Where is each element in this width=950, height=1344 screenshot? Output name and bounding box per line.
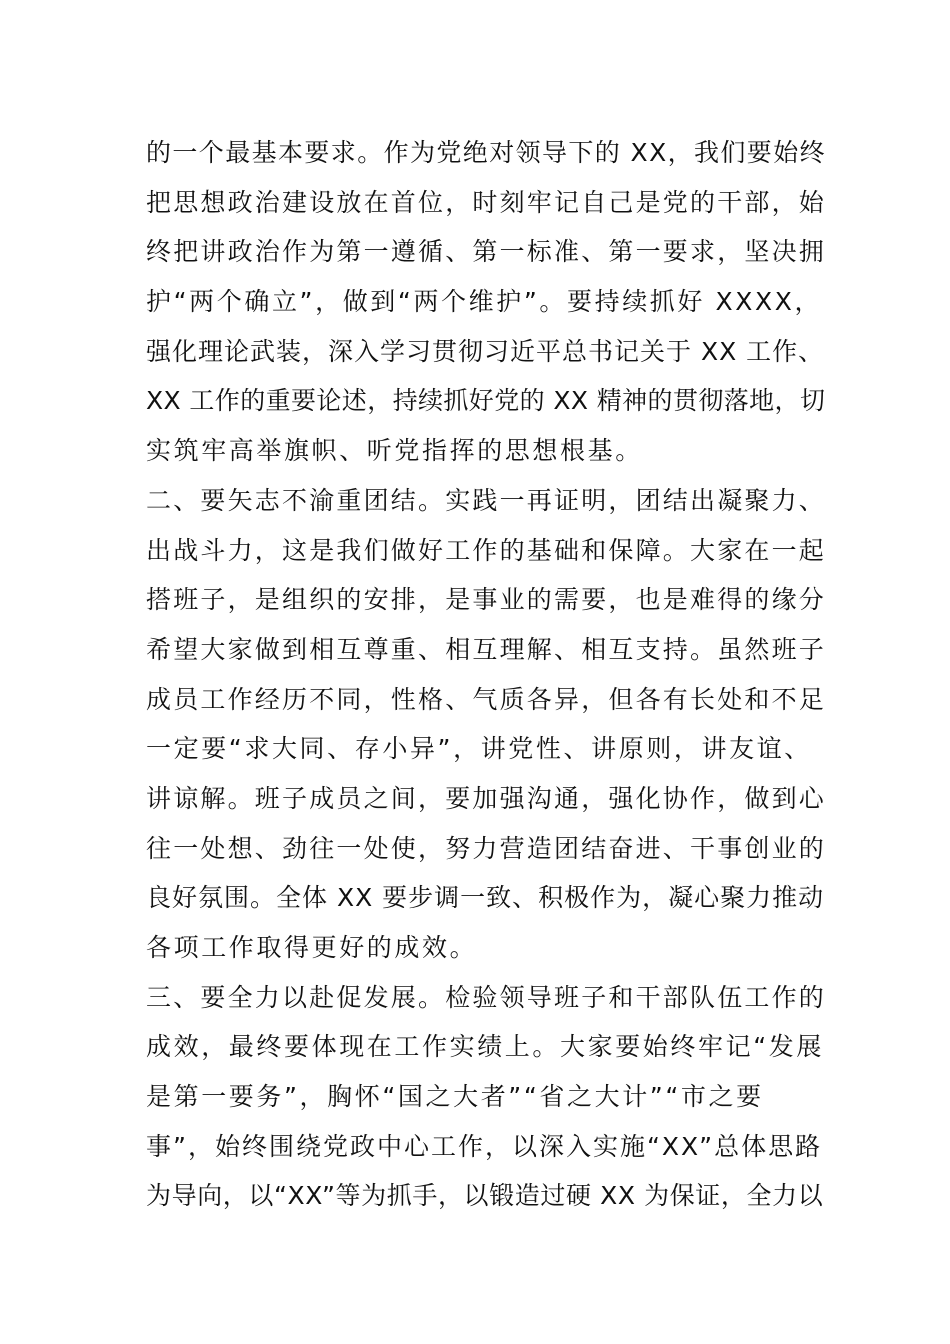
text-line: 希望大家做到相互尊重、相互理解、相互支持。虽然班子	[146, 634, 827, 664]
text-line: 各项工作取得更好的成效。	[146, 933, 478, 962]
text-line: 的一个最基本要求。作为党绝对领导下的 XX，我们要始终	[146, 138, 827, 167]
text-line: 一定要“求大同、存小异”，讲党性、讲原则，讲友谊、	[146, 734, 812, 764]
text-line: 护“两个确立”，做到“两个维护”。要持续抓好 XXXX，	[146, 287, 823, 317]
text-line: 良好氛围。全体 XX 要步调一致、积极作为，凝心聚力推动	[146, 883, 825, 913]
text-line: 终把讲政治作为第一遵循、第一标准、第一要求，坚决拥	[146, 237, 827, 267]
text-line: 为导向，以“XX”等为抓手，以锻造过硬 XX 为保证，全力以	[146, 1181, 824, 1211]
text-line: 出战斗力，这是我们做好工作的基础和保障。大家在一起	[146, 535, 827, 565]
text-line: XX 工作的重要论述，持续抓好党的 XX 精神的贯彻落地，切	[146, 386, 826, 416]
text-line: 讲谅解。班子成员之间，要加强沟通，强化协作，做到心	[146, 783, 827, 813]
document-body	[146, 128, 826, 1221]
text-line: 强化理论武装，深入学习贯彻习近平总书记关于 XX 工作、	[146, 336, 825, 366]
text-line: 是第一要务”，胸怀“国之大者”“省之大计”“市之要	[146, 1082, 764, 1112]
text-line: 成效，最终要体现在工作实绩上。大家要始终牢记“发展	[146, 1032, 824, 1062]
text-line: 往一处想、劲往一处使，努力营造团结奋进、干事创业的	[146, 833, 827, 863]
text-line: 成员工作经历不同，性格、气质各异，但各有长处和不足	[146, 684, 827, 714]
text-line: 把思想政治建设放在首位，时刻牢记自己是党的干部，始	[146, 187, 827, 217]
section-heading-line: 二、要矢志不渝重团结。实践一再证明，团结出凝聚力、	[146, 485, 827, 515]
text-line: 实筑牢高举旗帜、听党指挥的思想根基。	[146, 436, 643, 466]
section-heading-line: 三、要全力以赴促发展。检验领导班子和干部队伍工作的	[146, 982, 827, 1012]
text-line: 事”，始终围绕党政中心工作，以深入实施“XX”总体思路	[146, 1131, 823, 1161]
text-line: 搭班子，是组织的安排，是事业的需要，也是难得的缘分	[146, 585, 827, 615]
